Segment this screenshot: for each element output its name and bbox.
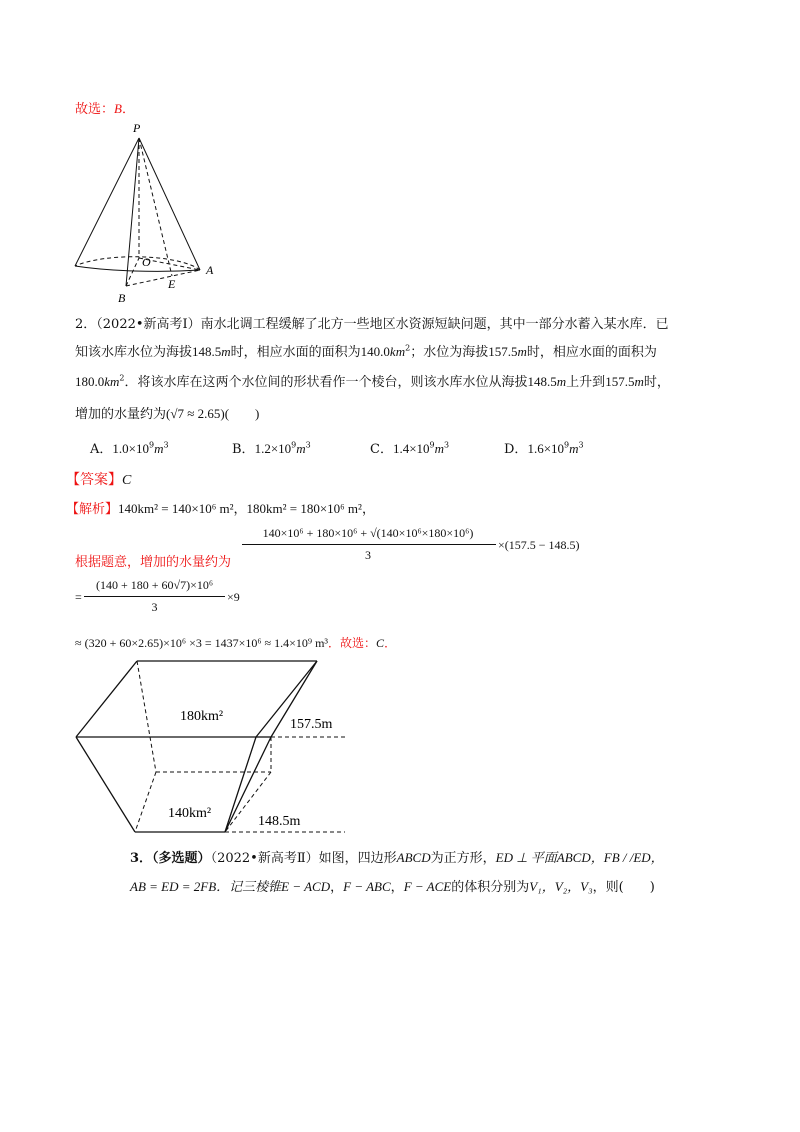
label-B: B xyxy=(118,291,126,305)
option-c-value: 1.4×10 xyxy=(392,441,430,456)
label-O: O xyxy=(142,255,151,269)
q3-number: 3． xyxy=(130,851,153,866)
top-area-label: 180km² xyxy=(180,709,224,724)
formula1-denominator: 3 xyxy=(365,548,371,562)
option-c-uexp: 3 xyxy=(444,440,450,450)
option-b-exp: 9 xyxy=(291,440,297,450)
option-d[interactable] xyxy=(504,438,584,457)
q3-text-2b: 的体积分别为 xyxy=(451,880,530,895)
value-180-0: 180.0 xyxy=(75,374,105,389)
option-a-uexp: 3 xyxy=(163,440,169,450)
q2-text-4: 增加的水量约为 xyxy=(75,407,167,422)
value-157-5b: 157.5 xyxy=(605,374,635,389)
answer-tag: 【答案】 xyxy=(66,472,122,488)
previous-answer xyxy=(75,98,135,117)
q2-text-3d: 时， xyxy=(643,375,670,390)
value-140-0: 140.0 xyxy=(360,344,390,359)
option-d-unit: m xyxy=(569,441,579,456)
q3-text-2: AB = ED = 2FB．记三棱锥 xyxy=(130,879,282,894)
top-level-label: 157.5m xyxy=(290,717,333,732)
analysis-tag: 【解析】 xyxy=(66,502,119,517)
value-148-5b: 148.5 xyxy=(527,374,557,389)
option-d-value: 1.6×10 xyxy=(527,441,565,456)
formula3-line xyxy=(75,634,396,651)
q2-line1 xyxy=(75,313,669,332)
q2-text-3b: ．将该水库在这两个水位间的形状看作一个棱台，则该水库水位从海拔 xyxy=(124,375,528,390)
q3-para: ，FB / /ED， xyxy=(590,850,664,865)
q3-line2: AB = ED = 2FB．记三棱锥E − ACD，F − ABC，F − ACE的体积分别为V₁，V₂，V₃，则( ) xyxy=(130,879,655,895)
analysis-line1 xyxy=(66,498,375,517)
option-c-exp: 9 xyxy=(429,440,435,450)
option-a-value: 1.0×10 xyxy=(112,441,149,456)
q2-text-2a: 知该水库水位为海拔 xyxy=(75,345,193,360)
frustum-figure xyxy=(70,655,360,840)
bottom-area-label: 140km² xyxy=(168,806,212,821)
q2-line3: $180.0km^2$．将该水库在这两个水位间的形状看作一个棱台，则该水库水位从海拔148.5m上升到157.5m时， xyxy=(75,373,670,390)
q3-end: ，则( ) xyxy=(592,880,655,895)
conclusion: ．故选： xyxy=(328,636,377,650)
q3-text-1b: 为正方形， xyxy=(430,851,496,866)
answer-prefix: 故选： xyxy=(75,102,115,117)
q2-text-2b: 时，相应水面的面积为 xyxy=(230,345,361,360)
formula3: ≈ (320 + 60×2.65)×10⁶ ×3 = 1437×10⁶ ≈ 1.4×10⁹ m³ xyxy=(75,636,329,650)
option-b-label: B． xyxy=(232,442,255,457)
q2-text-3c: 上升到 xyxy=(566,375,606,390)
label-E: E xyxy=(168,277,176,291)
option-c-label: C． xyxy=(370,442,393,457)
option-d-label: D． xyxy=(504,442,528,457)
q2-text-2d: 时，相应水面的面积为 xyxy=(526,345,657,360)
option-d-uexp: 3 xyxy=(578,440,584,450)
q2-text-1: 南水北调工程缓解了北方一些地区水资源短缺问题，其中一部分水蓄入某水库．已 xyxy=(200,317,669,332)
formula2-denominator: 3 xyxy=(151,600,158,614)
q3-source: （2022•新高考Ⅱ） xyxy=(210,851,319,866)
option-d-exp: 9 xyxy=(564,440,570,450)
analysis-text-1: 140km² = 140×10⁶ m²，180km² = 180×10⁶ m²， xyxy=(118,501,375,516)
option-a-label: A． xyxy=(90,442,113,457)
formula1-numerator: 140×10⁶ + 180×10⁶ + √(140×10⁶×180×10⁶) xyxy=(262,526,474,540)
formula2-tail: ×9 xyxy=(227,590,240,604)
value-157-5: 157.5 xyxy=(488,344,518,359)
q3-vols: V₁，V₂，V₃ xyxy=(529,879,593,894)
option-b-value: 1.2×10 xyxy=(254,441,292,456)
q3-t3: F − ACE xyxy=(403,879,452,894)
option-c-unit: m xyxy=(434,441,445,456)
q3-line1 xyxy=(130,847,664,866)
option-b-uexp: 3 xyxy=(305,440,311,450)
option-b[interactable] xyxy=(232,438,311,457)
q3-abcd2: ABCD xyxy=(556,850,591,865)
formula2-numerator: (140 + 180 + 60√7)×10⁶ xyxy=(95,578,214,592)
q2-text-2c: ；水位为海拔 xyxy=(410,345,489,360)
q3-t1: E − ACD xyxy=(281,879,331,894)
formula2-bar xyxy=(84,596,225,597)
q3-abcd: ABCD xyxy=(396,850,431,865)
q2-line2: 知该水库水位为海拔148.5m时，相应水面的面积为$140.0km^2$；水位为海拔157.5m时，相应水面的面积为 xyxy=(75,343,657,360)
answer-suffix: ． xyxy=(121,102,135,117)
formula1-bar xyxy=(242,544,496,545)
formula2-eq: = xyxy=(75,590,82,604)
answer-value: C xyxy=(122,473,132,488)
option-a[interactable] xyxy=(90,438,169,457)
answer-line xyxy=(66,469,131,489)
option-a-unit: m xyxy=(154,441,164,456)
q3-tag: （多选题） xyxy=(152,851,211,866)
label-P: P xyxy=(133,121,141,135)
answer-letter: B xyxy=(114,101,122,116)
cone-figure xyxy=(60,118,240,308)
formula1-tail: ×(157.5 − 148.5) xyxy=(498,538,580,552)
q3-text-1: 如图，四边形 xyxy=(318,851,397,866)
option-a-exp: 9 xyxy=(148,440,155,450)
conclusion-end: ． xyxy=(384,636,397,650)
conclusion-letter: C xyxy=(376,636,385,650)
q2-line4 xyxy=(75,403,259,422)
value-148-5: 148.5 xyxy=(192,344,222,359)
bottom-level-label: 148.5m xyxy=(258,814,301,829)
analysis-lead: 根据题意，增加的水量约为 xyxy=(75,555,232,570)
q2-source: （2022•新高考Ⅰ） xyxy=(96,317,201,332)
q3-perp: ED ⊥ 平面 xyxy=(495,850,557,865)
option-b-unit: m xyxy=(296,441,306,456)
option-c[interactable] xyxy=(370,438,449,457)
q2-number: 2． xyxy=(75,317,97,332)
label-A: A xyxy=(206,263,214,277)
q2-hint: (√7 ≈ 2.65)( ) xyxy=(166,406,260,421)
q3-t2: F − ABC xyxy=(343,879,391,894)
